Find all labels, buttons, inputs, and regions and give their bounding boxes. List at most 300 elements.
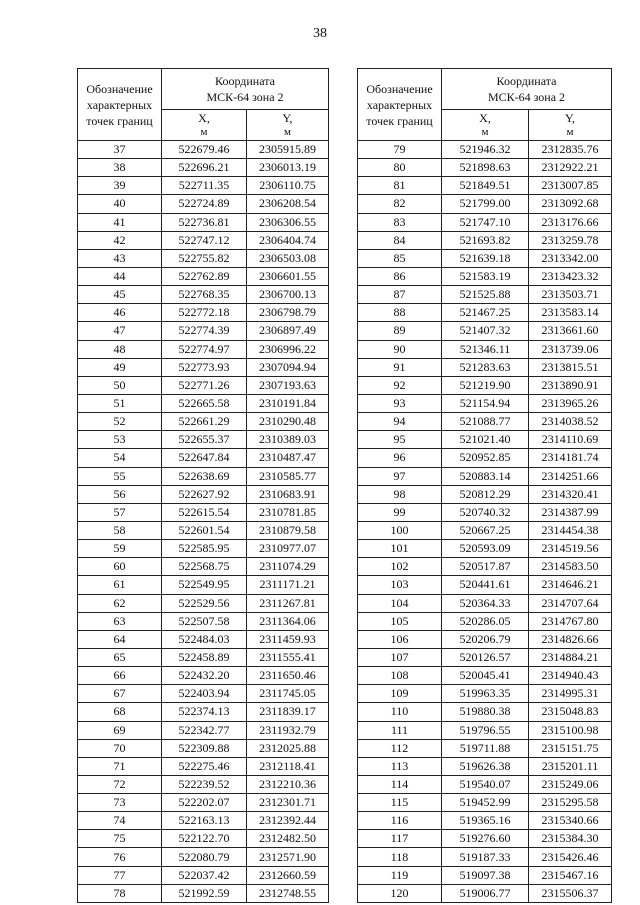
y-coordinate-cell: 2315426.46 [529,848,612,866]
table-row [358,558,612,576]
x-coordinate-cell: 521154.94 [442,394,529,412]
table-row [78,830,329,848]
point-number-cell: 89 [358,322,442,340]
x-coordinate-cell: 522432.20 [162,667,247,685]
point-number-cell: 72 [78,775,162,793]
table-row [358,630,612,648]
x-coordinate-cell: 521525.88 [442,286,529,304]
y-coordinate-cell: 2314454.38 [529,521,612,539]
x-column-header [442,110,529,141]
x-coordinate-cell: 522736.81 [162,213,247,231]
point-number-cell: 86 [358,267,442,285]
y-coordinate-cell: 2306503.08 [247,249,329,267]
table-row [78,576,329,594]
x-coordinate-cell: 522696.21 [162,159,247,177]
x-coordinate-cell: 521346.11 [442,340,529,358]
y-label: Y, [282,111,293,125]
x-coordinate-cell: 521946.32 [442,141,529,159]
x-coordinate-cell: 520593.09 [442,540,529,558]
table-row [78,195,329,213]
point-number-cell: 73 [78,794,162,812]
table-row [78,485,329,503]
x-coordinate-cell: 519006.77 [442,884,529,902]
point-number-cell: 104 [358,594,442,612]
point-number-cell: 91 [358,358,442,376]
y-coordinate-cell: 2313661.60 [529,322,612,340]
table-row [78,667,329,685]
table-body-left [78,141,329,903]
y-coordinate-cell: 2306306.55 [247,213,329,231]
table-row [358,521,612,539]
table-row [78,866,329,884]
x-coordinate-cell: 519711.88 [442,739,529,757]
point-number-cell: 37 [78,141,162,159]
x-coordinate-cell: 521407.32 [442,322,529,340]
point-number-cell: 116 [358,812,442,830]
point-number-cell: 93 [358,394,442,412]
y-coordinate-cell: 2313890.91 [529,376,612,394]
table-row [78,213,329,231]
table-row [78,141,329,159]
point-number-cell: 71 [78,757,162,775]
table-row [358,267,612,285]
table-row [78,376,329,394]
y-coordinate-cell: 2307094.94 [247,358,329,376]
y-coordinate-cell: 2312748.55 [247,884,329,902]
table-row [358,249,612,267]
point-number-cell: 108 [358,667,442,685]
y-coordinate-cell: 2312660.59 [247,866,329,884]
y-coordinate-cell: 2307193.63 [247,376,329,394]
table-row [78,521,329,539]
point-number-cell: 75 [78,830,162,848]
x-coordinate-cell: 522655.37 [162,431,247,449]
point-number-cell: 96 [358,449,442,467]
table-row [358,540,612,558]
x-coordinate-cell: 520126.57 [442,648,529,666]
point-designation-header: Обозначение характерных точек границ [78,69,162,141]
coordinates-table-right [357,68,612,903]
coordinate-zone: МСК-64 зона 2 [487,90,566,104]
y-coordinate-cell: 2311364.06 [247,612,329,630]
coordinate-system-header [442,69,612,110]
table-row [358,376,612,394]
table-row [78,231,329,249]
point-number-cell: 88 [358,304,442,322]
y-coordinate-cell: 2306013.19 [247,159,329,177]
y-coordinate-cell: 2312571.90 [247,848,329,866]
table-row [78,703,329,721]
x-coordinate-cell: 519365.16 [442,812,529,830]
x-coordinate-cell: 522342.77 [162,721,247,739]
coordinate-system-header [162,69,329,110]
table-row [78,503,329,521]
x-coordinate-cell: 521898.63 [442,159,529,177]
y-coordinate-cell: 2315100.98 [529,721,612,739]
point-number-cell: 81 [358,177,442,195]
x-coordinate-cell: 522507.58 [162,612,247,630]
y-coordinate-cell: 2310683.91 [247,485,329,503]
table-row [358,503,612,521]
x-coordinate-cell: 522711.35 [162,177,247,195]
x-coordinate-cell: 522080.79 [162,848,247,866]
y-coordinate-cell: 2306404.74 [247,231,329,249]
point-number-cell: 53 [78,431,162,449]
table-row [78,812,329,830]
x-coordinate-cell: 521021.40 [442,431,529,449]
point-number-cell: 114 [358,775,442,793]
point-number-cell: 113 [358,757,442,775]
point-number-cell: 49 [78,358,162,376]
x-coordinate-cell: 519963.35 [442,685,529,703]
table-row [358,576,612,594]
point-number-cell: 76 [78,848,162,866]
table-row [78,431,329,449]
y-coordinate-cell: 2315151.75 [529,739,612,757]
x-coordinate-cell: 521747.10 [442,213,529,231]
y-coordinate-cell: 2306700.13 [247,286,329,304]
y-coordinate-cell: 2310977.07 [247,540,329,558]
point-number-cell: 45 [78,286,162,304]
x-coordinate-cell: 522529.56 [162,594,247,612]
x-coordinate-cell: 520517.87 [442,558,529,576]
table-row [358,485,612,503]
point-number-cell: 65 [78,648,162,666]
point-number-cell: 55 [78,467,162,485]
x-coordinate-cell: 522771.26 [162,376,247,394]
table-row [358,685,612,703]
point-number-cell: 43 [78,249,162,267]
point-number-cell: 57 [78,503,162,521]
x-coordinate-cell: 522774.39 [162,322,247,340]
y-coordinate-cell: 2313815.51 [529,358,612,376]
point-number-cell: 80 [358,159,442,177]
x-coordinate-cell: 522601.54 [162,521,247,539]
point-number-cell: 52 [78,413,162,431]
point-number-cell: 97 [358,467,442,485]
point-number-cell: 38 [78,159,162,177]
y-coordinate-cell: 2315295.58 [529,794,612,812]
y-coordinate-cell: 2314320.41 [529,485,612,503]
y-coordinate-cell: 2312392.44 [247,812,329,830]
table-row [358,830,612,848]
table-row [358,286,612,304]
point-number-cell: 44 [78,267,162,285]
x-coordinate-cell: 522638.69 [162,467,247,485]
table-row [78,249,329,267]
x-coordinate-cell: 520952.85 [442,449,529,467]
table-row [358,304,612,322]
y-coordinate-cell: 2315201.11 [529,757,612,775]
point-number-cell: 64 [78,630,162,648]
x-coordinate-cell: 522202.07 [162,794,247,812]
y-coordinate-cell: 2312835.76 [529,141,612,159]
table-row [78,267,329,285]
x-coordinate-cell: 522755.82 [162,249,247,267]
x-coordinate-cell: 519276.60 [442,830,529,848]
y-coordinate-cell: 2312301.71 [247,794,329,812]
table-row [78,159,329,177]
point-number-cell: 101 [358,540,442,558]
point-number-cell: 111 [358,721,442,739]
table-row [78,340,329,358]
table-row [78,721,329,739]
x-coordinate-cell: 522627.92 [162,485,247,503]
y-coordinate-cell: 2313503.71 [529,286,612,304]
x-coordinate-cell: 522484.03 [162,630,247,648]
x-coordinate-cell: 521693.82 [442,231,529,249]
table-row [358,467,612,485]
y-coordinate-cell: 2306601.55 [247,267,329,285]
table-row [358,394,612,412]
table-row [78,685,329,703]
y-column-header [247,110,329,141]
table-row [78,739,329,757]
point-number-cell: 98 [358,485,442,503]
point-number-cell: 90 [358,340,442,358]
y-coordinate-cell: 2310290.48 [247,413,329,431]
y-coordinate-cell: 2313739.06 [529,340,612,358]
point-number-cell: 105 [358,612,442,630]
point-number-cell: 83 [358,213,442,231]
x-coordinate-cell: 522773.93 [162,358,247,376]
y-coordinate-cell: 2310389.03 [247,431,329,449]
point-number-cell: 85 [358,249,442,267]
y-coordinate-cell: 2313342.00 [529,249,612,267]
point-number-cell: 51 [78,394,162,412]
y-coordinate-cell: 2311267.81 [247,594,329,612]
table-row [358,612,612,630]
x-coordinate-cell: 522661.29 [162,413,247,431]
point-number-cell: 102 [358,558,442,576]
y-coordinate-cell: 2306208.54 [247,195,329,213]
x-coordinate-cell: 521088.77 [442,413,529,431]
point-number-cell: 92 [358,376,442,394]
x-coordinate-cell: 522747.12 [162,231,247,249]
y-coordinate-cell: 2311459.93 [247,630,329,648]
table-row [358,322,612,340]
point-number-cell: 70 [78,739,162,757]
point-number-cell: 115 [358,794,442,812]
point-number-cell: 42 [78,231,162,249]
table-row [358,739,612,757]
table-row [358,594,612,612]
y-coordinate-cell: 2310585.77 [247,467,329,485]
x-column-header [162,110,247,141]
y-coordinate-cell: 2315340.66 [529,812,612,830]
y-coordinate-cell: 2314940.43 [529,667,612,685]
table-row [358,794,612,812]
point-number-cell: 82 [358,195,442,213]
point-number-cell: 77 [78,866,162,884]
x-coordinate-cell: 522762.89 [162,267,247,285]
table-row [358,141,612,159]
point-number-cell: 54 [78,449,162,467]
point-number-cell: 99 [358,503,442,521]
point-number-cell: 106 [358,630,442,648]
table-row [358,812,612,830]
y-coordinate-cell: 2311932.79 [247,721,329,739]
table-row [78,884,329,902]
point-number-cell: 50 [78,376,162,394]
y-coordinate-cell: 2311074.29 [247,558,329,576]
table-row [78,648,329,666]
table-row [358,721,612,739]
point-number-cell: 119 [358,866,442,884]
x-coordinate-cell: 519880.38 [442,703,529,721]
y-coordinate-cell: 2310879.58 [247,521,329,539]
table-row [78,304,329,322]
table-row [78,413,329,431]
table-row [358,431,612,449]
y-coordinate-cell: 2313007.85 [529,177,612,195]
y-coordinate-cell: 2313965.26 [529,394,612,412]
x-coordinate-cell: 522585.95 [162,540,247,558]
y-coordinate-cell: 2314251.66 [529,467,612,485]
x-coordinate-cell: 522768.35 [162,286,247,304]
coordinate-title: Координата [496,74,557,88]
point-number-cell: 67 [78,685,162,703]
table-row [358,757,612,775]
x-coordinate-cell: 519187.33 [442,848,529,866]
y-coordinate-cell: 2312922.21 [529,159,612,177]
y-coordinate-cell: 2306798.79 [247,304,329,322]
table-row [358,358,612,376]
y-coordinate-cell: 2314181.74 [529,449,612,467]
x-coordinate-cell: 521639.18 [442,249,529,267]
x-coordinate-cell: 522549.95 [162,576,247,594]
x-coordinate-cell: 522724.89 [162,195,247,213]
y-coordinate-cell: 2310487.47 [247,449,329,467]
x-coordinate-cell: 521583.19 [442,267,529,285]
table-row [78,449,329,467]
y-coordinate-cell: 2313259.78 [529,231,612,249]
table-row [358,449,612,467]
y-coordinate-cell: 2310191.84 [247,394,329,412]
y-coordinate-cell: 2313583.14 [529,304,612,322]
x-coordinate-cell: 522275.46 [162,757,247,775]
table-row [358,775,612,793]
x-coordinate-cell: 520286.05 [442,612,529,630]
table-row [78,848,329,866]
table-row [358,667,612,685]
point-number-cell: 39 [78,177,162,195]
point-number-cell: 41 [78,213,162,231]
x-label: X, [479,111,491,125]
point-number-cell: 84 [358,231,442,249]
y-coordinate-cell: 2314110.69 [529,431,612,449]
point-number-cell: 94 [358,413,442,431]
point-number-cell: 107 [358,648,442,666]
table-row [358,648,612,666]
y-coordinate-cell: 2312210.36 [247,775,329,793]
x-coordinate-cell: 522568.75 [162,558,247,576]
coordinates-table-left [77,68,329,903]
y-coordinate-cell: 2314826.66 [529,630,612,648]
y-coordinate-cell: 2314387.99 [529,503,612,521]
table-row [78,322,329,340]
y-coordinate-cell: 2306110.75 [247,177,329,195]
x-coordinate-cell: 519452.99 [442,794,529,812]
point-number-cell: 120 [358,884,442,902]
table-row [78,467,329,485]
point-number-cell: 110 [358,703,442,721]
table-row [78,540,329,558]
y-column-header [529,110,612,141]
table-row [78,177,329,195]
y-label: Y, [564,111,576,125]
point-number-cell: 48 [78,340,162,358]
point-number-cell: 46 [78,304,162,322]
table-row [78,775,329,793]
point-number-cell: 100 [358,521,442,539]
y-coordinate-cell: 2305915.89 [247,141,329,159]
x-coordinate-cell: 520883.14 [442,467,529,485]
x-coordinate-cell: 521992.59 [162,884,247,902]
table-row [78,594,329,612]
x-coordinate-cell: 522647.84 [162,449,247,467]
table-row [358,413,612,431]
table-row [78,612,329,630]
x-coordinate-cell: 522772.18 [162,304,247,322]
point-number-cell: 66 [78,667,162,685]
y-coordinate-cell: 2314646.21 [529,576,612,594]
point-number-cell: 59 [78,540,162,558]
table-row [78,286,329,304]
y-coordinate-cell: 2314038.52 [529,413,612,431]
table-row [358,703,612,721]
point-number-cell: 87 [358,286,442,304]
y-coordinate-cell: 2315467.16 [529,866,612,884]
coordinate-title: Координата [215,74,275,88]
y-coordinate-cell: 2312482.50 [247,830,329,848]
table-row [78,630,329,648]
x-coordinate-cell: 520364.33 [442,594,529,612]
point-number-cell: 61 [78,576,162,594]
x-coordinate-cell: 520441.61 [442,576,529,594]
x-coordinate-cell: 519796.55 [442,721,529,739]
y-coordinate-cell: 2312118.41 [247,757,329,775]
point-number-cell: 103 [358,576,442,594]
point-number-cell: 56 [78,485,162,503]
x-coordinate-cell: 522309.88 [162,739,247,757]
table-row [358,866,612,884]
y-coordinate-cell: 2314583.50 [529,558,612,576]
point-number-cell: 68 [78,703,162,721]
table-row [78,358,329,376]
x-coordinate-cell: 522774.97 [162,340,247,358]
point-designation-header: Обозначение характерных точек границ [358,69,442,141]
x-coordinate-cell: 520045.41 [442,667,529,685]
y-coordinate-cell: 2315384.30 [529,830,612,848]
x-coordinate-cell: 522458.89 [162,648,247,666]
x-coordinate-cell: 521849.51 [442,177,529,195]
y-coordinate-cell: 2310781.85 [247,503,329,521]
x-coordinate-cell: 522665.58 [162,394,247,412]
table-row [78,794,329,812]
y-coordinate-cell: 2312025.88 [247,739,329,757]
x-coordinate-cell: 521799.00 [442,195,529,213]
x-coordinate-cell: 521283.63 [442,358,529,376]
table-row [78,394,329,412]
x-label: X, [198,111,210,125]
x-unit: м [481,126,489,138]
y-coordinate-cell: 2314884.21 [529,648,612,666]
table-row [358,340,612,358]
y-coordinate-cell: 2311839.17 [247,703,329,721]
point-number-cell: 69 [78,721,162,739]
point-number-cell: 74 [78,812,162,830]
